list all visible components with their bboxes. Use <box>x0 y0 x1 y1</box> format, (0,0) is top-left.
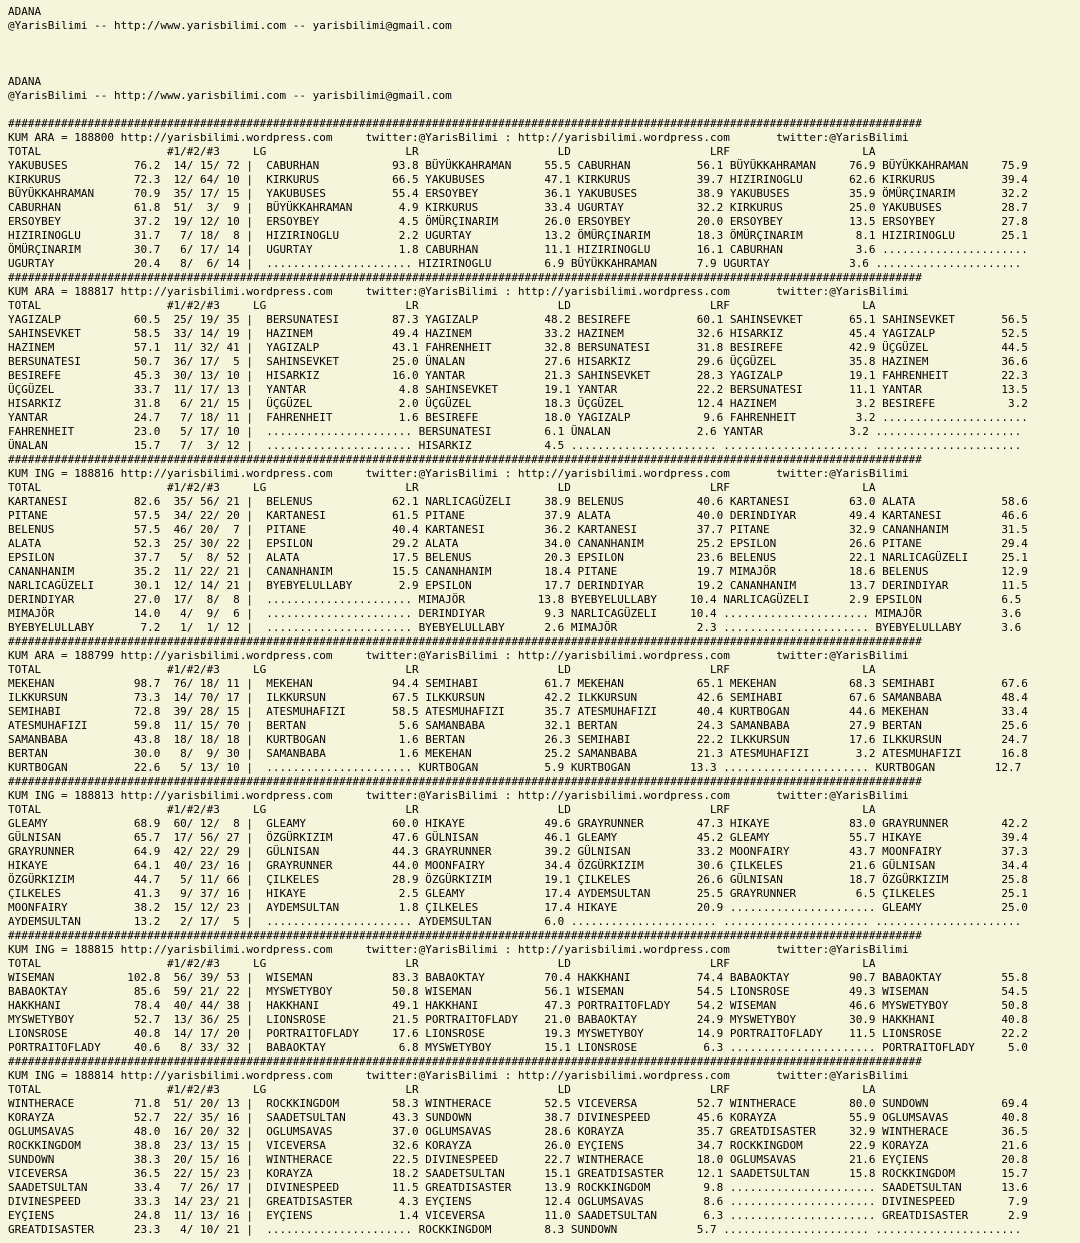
table-row: ÜNALAN 15.7 7/ 3/ 12 | ...................... HISARKIZ 4.5 ...................... ...................... ...................... <box>8 439 1022 452</box>
section-separator: ########################################################################################################################################## <box>8 271 922 284</box>
section-separator: ########################################################################################################################################## <box>8 1055 922 1068</box>
table-row: SEMIHABI 72.8 39/ 28/ 15 | ATESMUHAFIZI 58.5 ATESMUHAFIZI 35.7 ATESMUHAFIZI 40.4 KURTBOGAN 44.6 MEKEHAN 33.4 <box>8 705 1028 718</box>
race-title: KUM ING = 188814 http://yarisbilimi.wordpress.com twitter:@YarisBilimi : http://yarisbilimi.wordpress.com twitter:@YarisBilimi <box>8 1069 909 1082</box>
section-separator: ########################################################################################################################################## <box>8 117 922 130</box>
section-separator: ########################################################################################################################################## <box>8 635 922 648</box>
table-row: SAHINSEVKET 58.5 33/ 14/ 19 | HAZINEM 49.4 HAZINEM 33.2 HAZINEM 32.6 HISARKIZ 45.4 YAGIZALP 52.5 <box>8 327 1028 340</box>
race-section <box>8 775 1080 929</box>
table-row: MYSWETYBOY 52.7 13/ 36/ 25 | LIONSROSE 21.5 PORTRAITOFLADY 21.0 BABAOKTAY 24.9 MYSWETYBOY 30.9 HAKKHANI 40.8 <box>8 1013 1028 1026</box>
table-row: ROCKKINGDOM 38.8 23/ 13/ 15 | VICEVERSA 32.6 KORAYZA 26.0 EYÇIENS 34.7 ROCKKINGDOM 22.9 KORAYZA 21.6 <box>8 1139 1028 1152</box>
table-row: MIMAJÖR 14.0 4/ 9/ 6 | ...................... DERINDIYAR 9.3 NARLICAGÜZELI 10.4 ...................... MIMAJÖR 3.6 <box>8 607 1022 620</box>
table-row: KORAYZA 52.7 22/ 35/ 16 | SAADETSULTAN 43.3 SUNDOWN 38.7 DIVINESPEED 45.6 KORAYZA 55.9 OGLUMSAVAS 40.8 <box>8 1111 1028 1124</box>
table-row: GRAYRUNNER 64.9 42/ 22/ 29 | GÜLNISAN 44.3 GRAYRUNNER 39.2 GÜLNISAN 33.2 MOONFAIRY 43.7 MOONFAIRY 37.3 <box>8 845 1028 858</box>
race-section <box>8 271 1080 453</box>
table-row: BYEBYELULLABY 7.2 1/ 1/ 12 | ...................... BYEBYELULLABY 2.6 MIMAJÖR 2.3 ...................... BYEBYELULLABY 3.6 <box>8 621 1022 634</box>
column-header: TOTAL #1/#2/#3 LG LR LD LRF LA <box>8 803 876 816</box>
table-row: HIZIRINOGLU 31.7 7/ 18/ 8 | HIZIRINOGLU 2.2 UGURTAY 13.2 ÖMÜRÇINARIM 18.3 ÖMÜRÇINARIM 8.1 HIZIRINOGLU 25.1 <box>8 229 1028 242</box>
table-row: CABURHAN 61.8 51/ 3/ 9 | BÜYÜKKAHRAMAN 4.9 KIRKURUS 33.4 UGURTAY 32.2 KIRKURUS 25.0 YAKUBUSES 28.7 <box>8 201 1028 214</box>
table-row: UGURTAY 20.4 8/ 6/ 14 | ...................... HIZIRINOGLU 6.9 BÜYÜKKAHRAMAN 7.9 UGURTAY 3.6 ...................... <box>8 257 1022 270</box>
table-row: WINTHERACE 71.8 51/ 20/ 13 | ROCKKINGDOM 58.3 WINTHERACE 52.5 VICEVERSA 52.7 WINTHERACE 80.0 SUNDOWN 69.4 <box>8 1097 1028 1110</box>
table-row: GREATDISASTER 23.3 4/ 10/ 21 | ...................... ROCKKINGDOM 8.3 SUNDOWN 5.7 ...................... ...................... <box>8 1223 1022 1236</box>
city-title: ADANA <box>8 75 42 88</box>
table-row: SUNDOWN 38.3 20/ 15/ 16 | WINTHERACE 22.5 DIVINESPEED 22.7 WINTHERACE 18.0 OGLUMSAVAS 21.6 EYÇIENS 20.8 <box>8 1153 1028 1166</box>
table-row: VICEVERSA 36.5 22/ 15/ 23 | KORAYZA 18.2 SAADETSULTAN 15.1 GREATDISASTER 12.1 SAADETSULTAN 15.8 ROCKKINGDOM 15.7 <box>8 1167 1028 1180</box>
table-row: BELENUS 57.5 46/ 20/ 7 | PITANE 40.4 KARTANESI 36.2 KARTANESI 37.7 PITANE 32.9 CANANHANIM 31.5 <box>8 523 1028 536</box>
table-row: EYÇIENS 24.8 11/ 13/ 16 | EYÇIENS 1.4 VICEVERSA 11.0 SAADETSULTAN 6.3 ...................... GREATDISASTER 2.9 <box>8 1209 1028 1222</box>
table-row: DIVINESPEED 33.3 14/ 23/ 21 | GREATDISASTER 4.3 EYÇIENS 12.4 OGLUMSAVAS 8.6 ...................... DIVINESPEED 7.9 <box>8 1195 1028 1208</box>
race-section <box>8 117 1080 271</box>
blank-line <box>8 33 1080 47</box>
blank-line <box>8 103 1080 117</box>
table-row: ÇILKELES 41.3 9/ 37/ 16 | HIKAYE 2.5 GLEAMY 17.4 AYDEMSULTAN 25.5 GRAYRUNNER 6.5 ÇILKELES 25.1 <box>8 887 1028 900</box>
table-row: EPSILON 37.7 5/ 8/ 52 | ALATA 17.5 BELENUS 20.3 EPSILON 23.6 BELENUS 22.1 NARLICAGÜZELI 25.1 <box>8 551 1028 564</box>
table-row: GLEAMY 68.9 60/ 12/ 8 | GLEAMY 60.0 HIKAYE 49.6 GRAYRUNNER 47.3 HIKAYE 83.0 GRAYRUNNER 42.2 <box>8 817 1028 830</box>
table-row: NARLICAGÜZELI 30.1 12/ 14/ 21 | BYEBYELULLABY 2.9 EPSILON 17.7 DERINDIYAR 19.2 CANANHANIM 13.7 DERINDIYAR 11.5 <box>8 579 1028 592</box>
race-sections <box>8 117 1080 1237</box>
table-row: KIRKURUS 72.3 12/ 64/ 10 | KIRKURUS 66.5 YAKUBUSES 47.1 KIRKURUS 39.7 HIZIRINOGLU 62.6 KIRKURUS 39.4 <box>8 173 1028 186</box>
table-row: GÜLNISAN 65.7 17/ 56/ 27 | ÖZGÜRKIZIM 47.6 GÜLNISAN 46.1 GLEAMY 45.2 GLEAMY 55.7 HIKAYE 39.4 <box>8 831 1028 844</box>
race-section <box>8 929 1080 1055</box>
race-title: KUM ARA = 188800 http://yarisbilimi.wordpress.com twitter:@YarisBilimi : http://yarisbilimi.wordpress.com twitter:@YarisBilimi <box>8 131 909 144</box>
table-row: ÖMÜRÇINARIM 30.7 6/ 17/ 14 | UGURTAY 1.8 CABURHAN 11.1 HIZIRINOGLU 16.1 CABURHAN 3.6 ...................... <box>8 243 1028 256</box>
table-row: DERINDIYAR 27.0 17/ 8/ 8 | ...................... MIMAJÖR 13.8 BYEBYELULLABY 10.4 NARLICAGÜZELI 2.9 EPSILON 6.5 <box>8 593 1022 606</box>
table-row: BERTAN 30.0 8/ 9/ 30 | SAMANBABA 1.6 MEKEHAN 25.2 SAMANBABA 21.3 ATESMUHAFIZI 3.2 ATESMUHAFIZI 16.8 <box>8 747 1028 760</box>
column-header: TOTAL #1/#2/#3 LG LR LD LRF LA <box>8 481 876 494</box>
table-row: PORTRAITOFLADY 40.6 8/ 33/ 32 | BABAOKTAY 6.8 MYSWETYBOY 15.1 LIONSROSE 6.3 ...................... PORTRAITOFLADY 5.0 <box>8 1041 1028 1054</box>
contact-line: @YarisBilimi -- http://www.yarisbilimi.com -- yarisbilimi@gmail.com <box>8 89 452 102</box>
table-row: YANTAR 24.7 7/ 18/ 11 | FAHRENHEIT 1.6 BESIREFE 18.0 YAGIZALP 9.6 FAHRENHEIT 3.2 ...................... <box>8 411 1028 424</box>
table-row: MOONFAIRY 38.2 15/ 12/ 23 | AYDEMSULTAN 1.8 ÇILKELES 17.4 HIKAYE 20.9 ...................... GLEAMY 25.0 <box>8 901 1028 914</box>
table-row: BESIREFE 45.3 30/ 13/ 10 | HISARKIZ 16.0 YANTAR 21.3 SAHINSEVKET 28.3 YAGIZALP 19.1 FAHRENHEIT 22.3 <box>8 369 1028 382</box>
race-section <box>8 635 1080 775</box>
column-header: TOTAL #1/#2/#3 LG LR LD LRF LA <box>8 957 876 970</box>
table-row: BERSUNATESI 50.7 36/ 17/ 5 | SAHINSEVKET 25.0 ÜNALAN 27.6 HISARKIZ 29.6 ÜÇGÜZEL 35.8 HAZINEM 36.6 <box>8 355 1028 368</box>
table-row: KURTBOGAN 22.6 5/ 13/ 10 | ...................... KURTBOGAN 5.9 KURTBOGAN 13.3 ...................... KURTBOGAN 12.7 <box>8 761 1022 774</box>
table-row: ATESMUHAFIZI 59.8 11/ 15/ 70 | BERTAN 5.6 SAMANBABA 32.1 BERTAN 24.3 SAMANBABA 27.9 BERTAN 25.6 <box>8 719 1028 732</box>
table-row: MEKEHAN 98.7 76/ 18/ 11 | MEKEHAN 94.4 SEMIHABI 61.7 MEKEHAN 65.1 MEKEHAN 68.3 SEMIHABI 67.6 <box>8 677 1028 690</box>
table-row: OGLUMSAVAS 48.0 16/ 20/ 32 | OGLUMSAVAS 37.0 OGLUMSAVAS 28.6 KORAYZA 35.7 GREATDISASTER 32.9 WINTHERACE 36.5 <box>8 1125 1028 1138</box>
table-row: HISARKIZ 31.8 6/ 21/ 15 | ÜÇGÜZEL 2.0 ÜÇGÜZEL 18.3 ÜÇGÜZEL 12.4 HAZINEM 3.2 BESIREFE 3.2 <box>8 397 1028 410</box>
blank-line <box>8 61 1080 75</box>
table-row: YAGIZALP 60.5 25/ 19/ 35 | BERSUNATESI 87.3 YAGIZALP 48.2 BESIREFE 60.1 SAHINSEVKET 65.1 SAHINSEVKET 56.5 <box>8 313 1028 326</box>
race-section <box>8 1055 1080 1237</box>
table-row: SAMANBABA 43.8 18/ 18/ 18 | KURTBOGAN 1.6 BERTAN 26.3 SEMIHABI 22.2 ILKKURSUN 17.6 ILKKURSUN 24.7 <box>8 733 1028 746</box>
table-row: HAZINEM 57.1 11/ 32/ 41 | YAGIZALP 43.1 FAHRENHEIT 32.8 BERSUNATESI 31.8 BESIREFE 42.9 ÜÇGÜZEL 44.5 <box>8 341 1028 354</box>
race-title: KUM ARA = 188817 http://yarisbilimi.wordpress.com twitter:@YarisBilimi : http://yarisbilimi.wordpress.com twitter:@YarisBilimi <box>8 285 909 298</box>
table-row: HIKAYE 64.1 40/ 23/ 16 | GRAYRUNNER 44.0 MOONFAIRY 34.4 ÖZGÜRKIZIM 30.6 ÇILKELES 21.6 GÜLNISAN 34.4 <box>8 859 1028 872</box>
table-row: ERSOYBEY 37.2 19/ 12/ 10 | ERSOYBEY 4.5 ÖMÜRÇINARIM 26.0 ERSOYBEY 20.0 ERSOYBEY 13.5 ERSOYBEY 27.8 <box>8 215 1028 228</box>
table-row: FAHRENHEIT 23.0 5/ 17/ 10 | ...................... BERSUNATESI 6.1 ÜNALAN 2.6 YANTAR 3.2 ...................... <box>8 425 1022 438</box>
table-row: ALATA 52.3 25/ 30/ 22 | EPSILON 29.2 ALATA 34.0 CANANHANIM 25.2 EPSILON 26.6 PITANE 29.4 <box>8 537 1028 550</box>
table-row: LIONSROSE 40.8 14/ 17/ 20 | PORTRAITOFLADY 17.6 LIONSROSE 19.3 MYSWETYBOY 14.9 PORTRAITOFLADY 11.5 LIONSROSE 22.2 <box>8 1027 1028 1040</box>
city-title: ADANA <box>8 5 42 18</box>
race-section <box>8 453 1080 635</box>
blank-line <box>8 47 1080 61</box>
table-row: YAKUBUSES 76.2 14/ 15/ 72 | CABURHAN 93.8 BÜYÜKKAHRAMAN 55.5 CABURHAN 56.1 BÜYÜKKAHRAMAN 76.9 BÜYÜKKAHRAMAN 75.9 <box>8 159 1028 172</box>
race-title: KUM ARA = 188799 http://yarisbilimi.wordpress.com twitter:@YarisBilimi : http://yarisbilimi.wordpress.com twitter:@YarisBilimi <box>8 649 909 662</box>
race-title: KUM ING = 188813 http://yarisbilimi.wordpress.com twitter:@YarisBilimi : http://yarisbilimi.wordpress.com twitter:@YarisBilimi <box>8 789 909 802</box>
table-row: BÜYÜKKAHRAMAN 70.9 35/ 17/ 15 | YAKUBUSES 55.4 ERSOYBEY 36.1 YAKUBUSES 38.9 YAKUBUSES 35.9 ÖMÜRÇINARIM 32.2 <box>8 187 1028 200</box>
table-row: BABAOKTAY 85.6 59/ 21/ 22 | MYSWETYBOY 50.8 WISEMAN 56.1 WISEMAN 54.5 LIONSROSE 49.3 WISEMAN 54.5 <box>8 985 1028 998</box>
column-header: TOTAL #1/#2/#3 LG LR LD LRF LA <box>8 145 876 158</box>
table-row: PITANE 57.5 34/ 22/ 20 | KARTANESI 61.5 PITANE 37.9 ALATA 40.0 DERINDIYAR 49.4 KARTANESI 46.6 <box>8 509 1028 522</box>
section-separator: ########################################################################################################################################## <box>8 775 922 788</box>
column-header: TOTAL #1/#2/#3 LG LR LD LRF LA <box>8 299 876 312</box>
table-row: ILKKURSUN 73.3 14/ 70/ 17 | ILKKURSUN 67.5 ILKKURSUN 42.2 ILKKURSUN 42.6 SEMIHABI 67.6 SAMANBABA 48.4 <box>8 691 1028 704</box>
race-title: KUM ING = 188815 http://yarisbilimi.wordpress.com twitter:@YarisBilimi : http://yarisbilimi.wordpress.com twitter:@YarisBilimi <box>8 943 909 956</box>
table-row: SAADETSULTAN 33.4 7/ 26/ 17 | DIVINESPEED 11.5 GREATDISASTER 13.9 ROCKKINGDOM 9.8 ...................... SAADETSULTAN 13.6 <box>8 1181 1028 1194</box>
race-title: KUM ING = 188816 http://yarisbilimi.wordpress.com twitter:@YarisBilimi : http://yarisbilimi.wordpress.com twitter:@YarisBilimi <box>8 467 909 480</box>
table-row: ÜÇGÜZEL 33.7 11/ 17/ 13 | YANTAR 4.8 SAHINSEVKET 19.1 YANTAR 22.2 BERSUNATESI 11.1 YANTAR 13.5 <box>8 383 1028 396</box>
section-separator: ########################################################################################################################################## <box>8 929 922 942</box>
table-row: ÖZGÜRKIZIM 44.7 5/ 11/ 66 | ÇILKELES 28.9 ÖZGÜRKIZIM 19.1 ÇILKELES 26.6 GÜLNISAN 18.7 ÖZGÜRKIZIM 25.8 <box>8 873 1028 886</box>
contact-line: @YarisBilimi -- http://www.yarisbilimi.com -- yarisbilimi@gmail.com <box>8 19 452 32</box>
table-row: KARTANESI 82.6 35/ 56/ 21 | BELENUS 62.1 NARLICAGÜZELI 38.9 BELENUS 40.6 KARTANESI 63.0 ALATA 58.6 <box>8 495 1028 508</box>
table-row: AYDEMSULTAN 13.2 2/ 17/ 5 | ...................... AYDEMSULTAN 6.0 ...................... ...................... ...................... <box>8 915 1022 928</box>
table-row: CANANHANIM 35.2 11/ 22/ 21 | CANANHANIM 15.5 CANANHANIM 18.4 PITANE 19.7 MIMAJÖR 18.6 BELENUS 12.9 <box>8 565 1028 578</box>
column-header: TOTAL #1/#2/#3 LG LR LD LRF LA <box>8 1083 876 1096</box>
table-row: HAKKHANI 78.4 40/ 44/ 38 | HAKKHANI 49.1 HAKKHANI 47.3 PORTRAITOFLADY 54.2 WISEMAN 46.6 MYSWETYBOY 50.8 <box>8 999 1028 1012</box>
table-row: WISEMAN 102.8 56/ 39/ 53 | WISEMAN 83.3 BABAOKTAY 70.4 HAKKHANI 74.4 BABAOKTAY 90.7 BABAOKTAY 55.8 <box>8 971 1028 984</box>
section-separator: ########################################################################################################################################## <box>8 453 922 466</box>
column-header: TOTAL #1/#2/#3 LG LR LD LRF LA <box>8 663 876 676</box>
